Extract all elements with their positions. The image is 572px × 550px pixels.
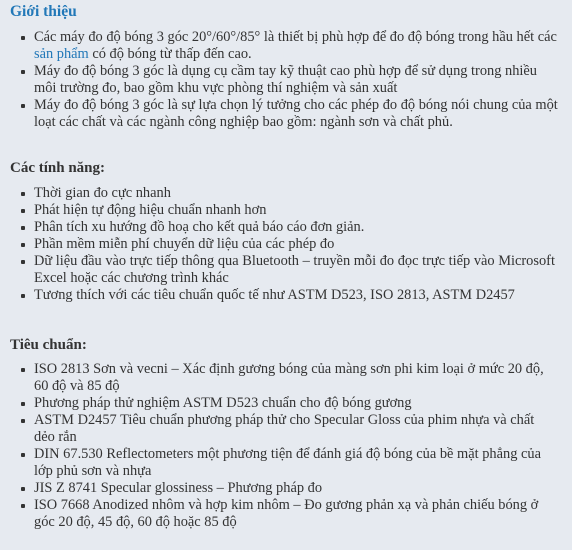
feature-item-4: Phần mềm miễn phí chuyển dữ liệu của các phép đo [18,236,558,253]
standard-item-3: ASTM D2457 Tiêu chuẩn phương pháp thử cho Specular Gloss của phim nhựa và chất dẻo rắn [18,412,558,446]
features-heading: Các tính năng: [10,160,106,176]
feature-item-5: Dữ liệu đầu vào trực tiếp thông qua Bluetooth – truyền mỗi đo đọc trực tiếp vào Microsoft Excel hoặc các chương trình khác [18,253,558,287]
feature-item-1: Thời gian đo cực nhanh [18,185,558,202]
standards-heading: Tiêu chuẩn: [10,337,87,353]
intro-list [18,29,558,131]
intro-item-1-text-end: có độ bóng từ thấp đến cao. [88,46,252,62]
feature-item-6: Tương thích với các tiêu chuẩn quốc tế như ASTM D523, ISO 2813, ASTM D2457 [18,287,558,304]
products-link[interactable]: sản phẩm [34,46,89,62]
feature-item-2: Phát hiện tự động hiệu chuẩn nhanh hơn [18,202,558,219]
intro-item-1-text-start: Các máy đo độ bóng 3 góc 20°/60°/85° là thiết bị phù hợp để đo độ bóng trong hầu hết các [34,29,557,45]
feature-item-3: Phân tích xu hướng đồ hoạ cho kết quả báo cáo đơn giản. [18,219,558,236]
intro-item-3: Máy đo độ bóng 3 góc là sự lựa chọn lý tưởng cho các phép đo độ bóng nói chung của một loạt các chất và các ngành công nghiệp bao gồm: ngành sơn và chất phủ. [18,97,558,131]
intro-heading: Giới thiệu [10,3,77,20]
standard-item-2: Phương pháp thử nghiệm ASTM D523 chuẩn cho độ bóng gương [18,395,558,412]
standards-list [18,361,558,531]
standard-item-4: DIN 67.530 Reflectometers một phương tiện để đánh giá độ bóng của bề mặt phẳng của lớp phủ sơn và nhựa [18,446,558,480]
standard-item-6: ISO 7668 Anodized nhôm và hợp kim nhôm – Đo gương phản xạ và phản chiếu bóng ở góc 20 độ, 45 độ, 60 độ hoặc 85 độ [18,497,558,531]
standard-item-5: JIS Z 8741 Specular glossiness – Phương pháp đo [18,480,558,497]
intro-item-1 [18,29,558,63]
intro-item-2: Máy đo độ bóng 3 góc là dụng cụ cầm tay kỹ thuật cao phù hợp để sử dụng trong nhiều môi trường đo, bao gồm khu vực phòng thí nghiệm và sản xuất [18,63,558,97]
standard-item-1: ISO 2813 Sơn và vecni – Xác định gương bóng của màng sơn phi kim loại ở mức 20 độ, 60 độ và 85 độ [18,361,558,395]
features-list [18,185,558,304]
